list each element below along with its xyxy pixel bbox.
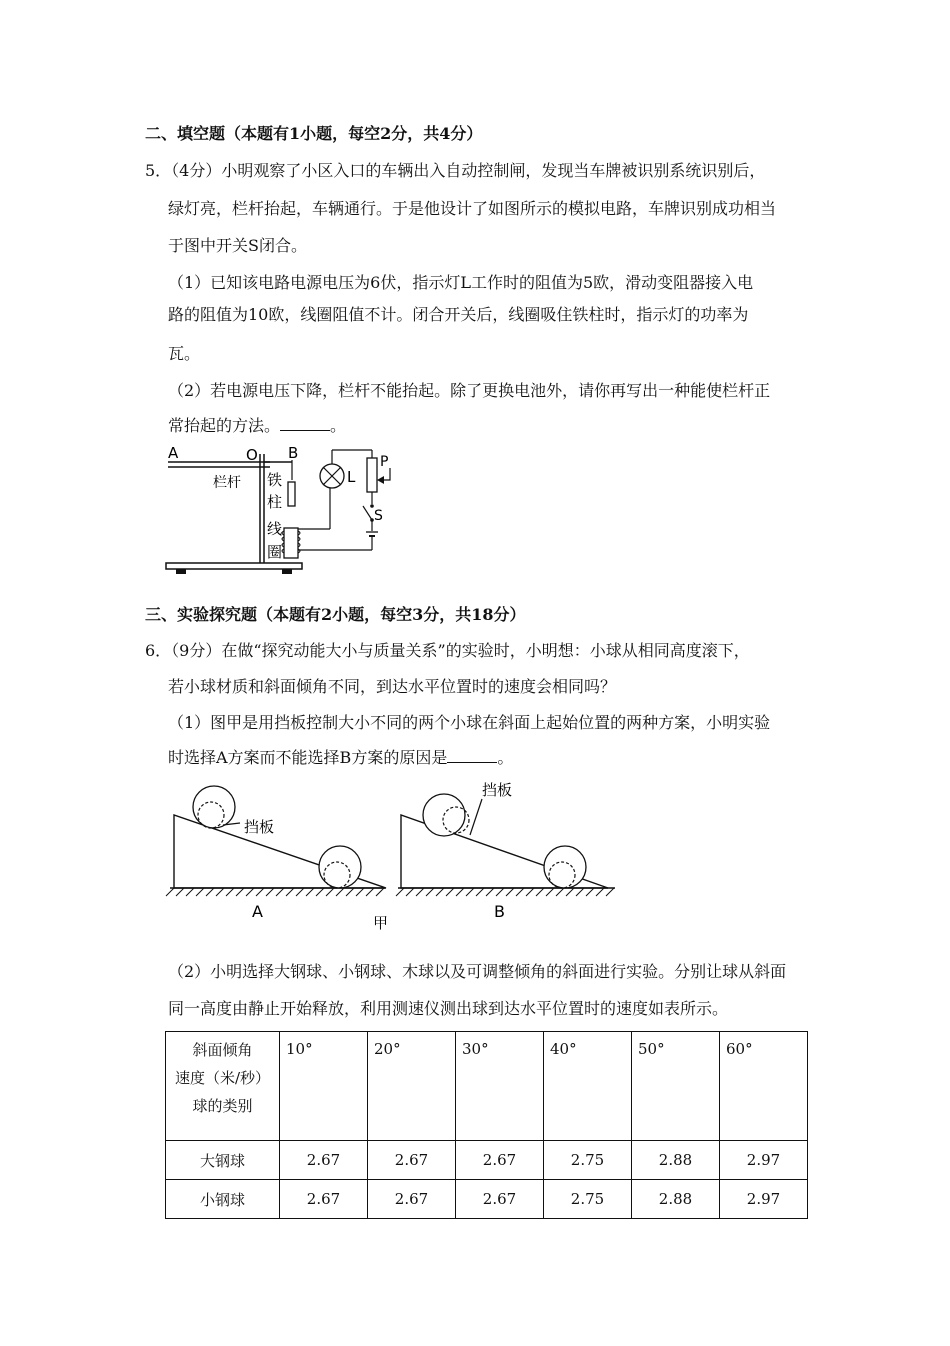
header-ball-label: 球的类别 xyxy=(192,1097,253,1115)
caption-b: B xyxy=(494,902,505,921)
barrier-circuit-figure xyxy=(160,440,410,580)
q5-part1-line2: 路的阻值为10欧，线圈阻值不计。闭合开关后，线圈吸住铁柱时，指示灯的功率为 xyxy=(168,305,749,324)
answer-blank xyxy=(280,416,330,431)
table-row xyxy=(166,1180,808,1219)
table-cell: 2.67 xyxy=(368,1141,456,1180)
slope-schemes-figure xyxy=(160,775,630,935)
big-ball-a-bottom xyxy=(319,846,361,888)
table-cell: 2.67 xyxy=(280,1141,368,1180)
table-cell: 2.67 xyxy=(456,1141,544,1180)
table-header-corner xyxy=(166,1032,280,1141)
q6-part1-line1: （1）图甲是用挡板控制大小不同的两个小球在斜面上起始位置的两种方案，小明实验 xyxy=(168,713,771,732)
section-2-title: 二、填空题（本题有1小题，每空2分，共4分） xyxy=(145,124,483,143)
board-b xyxy=(470,799,482,835)
label-p: P xyxy=(380,454,389,470)
q5-part2-suffix: 。 xyxy=(330,416,347,435)
q5-intro-line2: 绿灯亮，栏杆抬起，车辆通行。于是他设计了如图所示的模拟电路，车牌识别成功相当 xyxy=(168,199,777,218)
table-header-angle: 60° xyxy=(720,1032,808,1141)
label-iron-1: 铁 xyxy=(267,471,283,489)
table-cell: 2.75 xyxy=(544,1141,632,1180)
table-cell: 2.67 xyxy=(456,1180,544,1219)
coil-core xyxy=(284,528,298,558)
caption-main: 甲 xyxy=(373,914,389,932)
answer-blank xyxy=(447,748,497,763)
table-cell: 2.67 xyxy=(368,1180,456,1219)
q6-intro-line2: 若小球材质和斜面倾角不同，到达水平位置时的速度会相同吗？ xyxy=(168,677,617,696)
label-o: O xyxy=(246,446,258,464)
section-3-title: 三、实验探究题（本题有2小题，每空3分，共18分） xyxy=(145,605,526,624)
q6-part1-suffix: 。 xyxy=(497,748,514,767)
q5-part2-line2 xyxy=(168,416,346,436)
base-plate xyxy=(166,563,302,569)
table-header-angle: 20° xyxy=(368,1032,456,1141)
scheme-b xyxy=(396,781,615,896)
label-iron-2: 柱 xyxy=(267,493,283,511)
big-ball-b-bottom xyxy=(544,846,586,888)
label-l: L xyxy=(347,468,356,486)
label-rail: 栏杆 xyxy=(213,475,241,491)
q6-part2-line2: 同一高度由静止开始释放，利用测速仪测出球到达水平位置时的速度如表所示。 xyxy=(168,999,729,1018)
q5-intro-line1: 5．（4分）小明观察了小区入口的车辆出入自动控制闸，发现当车牌被识别系统识别后， xyxy=(145,161,766,180)
label-coil-1: 线 xyxy=(267,520,283,538)
label-b: B xyxy=(288,444,299,462)
label-board-b: 挡板 xyxy=(482,781,513,799)
iron-rod xyxy=(288,482,295,506)
table-cell: 2.97 xyxy=(720,1141,808,1180)
q5-part2-prefix: 常抬起的方法。 xyxy=(168,416,281,435)
label-board-a: 挡板 xyxy=(244,818,275,836)
ground-hatch-b xyxy=(396,888,614,896)
speed-table xyxy=(165,1031,808,1219)
q5-part1-line3: 瓦。 xyxy=(168,344,201,363)
caption-a: A xyxy=(252,902,263,921)
base-foot-right xyxy=(282,569,292,574)
q6-intro-line1: 6．（9分）在做“探究动能大小与质量关系”的实验时，小明想：小球从相同高度滚下， xyxy=(145,641,750,660)
ground-hatch-a xyxy=(166,888,384,896)
big-ball-a-top xyxy=(193,786,235,828)
table-header-angle: 50° xyxy=(632,1032,720,1141)
scheme-a xyxy=(166,786,386,896)
q6-part1-prefix: 时选择A方案而不能选择B方案的原因是 xyxy=(168,748,448,767)
table-cell: 2.67 xyxy=(280,1180,368,1219)
table-cell: 2.88 xyxy=(632,1180,720,1219)
table-row xyxy=(166,1141,808,1180)
table-cell: 2.75 xyxy=(544,1180,632,1219)
table-cell: 2.97 xyxy=(720,1180,808,1219)
switch-blade xyxy=(363,506,372,520)
q5-part1-line1: （1）已知该电路电源电压为6伏，指示灯L工作时的阻值为5欧，滑动变阻器接入电 xyxy=(168,273,754,292)
table-cell: 2.88 xyxy=(632,1141,720,1180)
row-label: 小钢球 xyxy=(166,1180,280,1219)
header-angle-label: 斜面倾角 xyxy=(192,1041,253,1059)
q5-part2-line1: （2）若电源电压下降，栏杆不能抬起。除了更换电池外，请你再写出一种能使栏杆正 xyxy=(168,381,771,400)
q6-part2-line1: （2）小明选择大钢球、小钢球、木球以及可调整倾角的斜面进行实验。分别让球从斜面 xyxy=(168,962,787,981)
table-header-angle: 30° xyxy=(456,1032,544,1141)
label-a: A xyxy=(168,444,179,462)
header-speed-label: 速度（米/秒） xyxy=(174,1069,271,1087)
label-s: S xyxy=(374,508,383,524)
row-label: 大钢球 xyxy=(166,1141,280,1180)
table-header-angle: 40° xyxy=(544,1032,632,1141)
base-foot-left xyxy=(176,569,186,574)
q6-part1-line2 xyxy=(168,748,513,768)
label-coil-2: 圈 xyxy=(267,543,283,561)
table-header-row xyxy=(166,1032,808,1141)
slider-arrow xyxy=(377,476,384,484)
table-header-angle: 10° xyxy=(280,1032,368,1141)
q5-intro-line3: 于图中开关S闭合。 xyxy=(168,236,307,255)
rheostat xyxy=(367,458,377,492)
